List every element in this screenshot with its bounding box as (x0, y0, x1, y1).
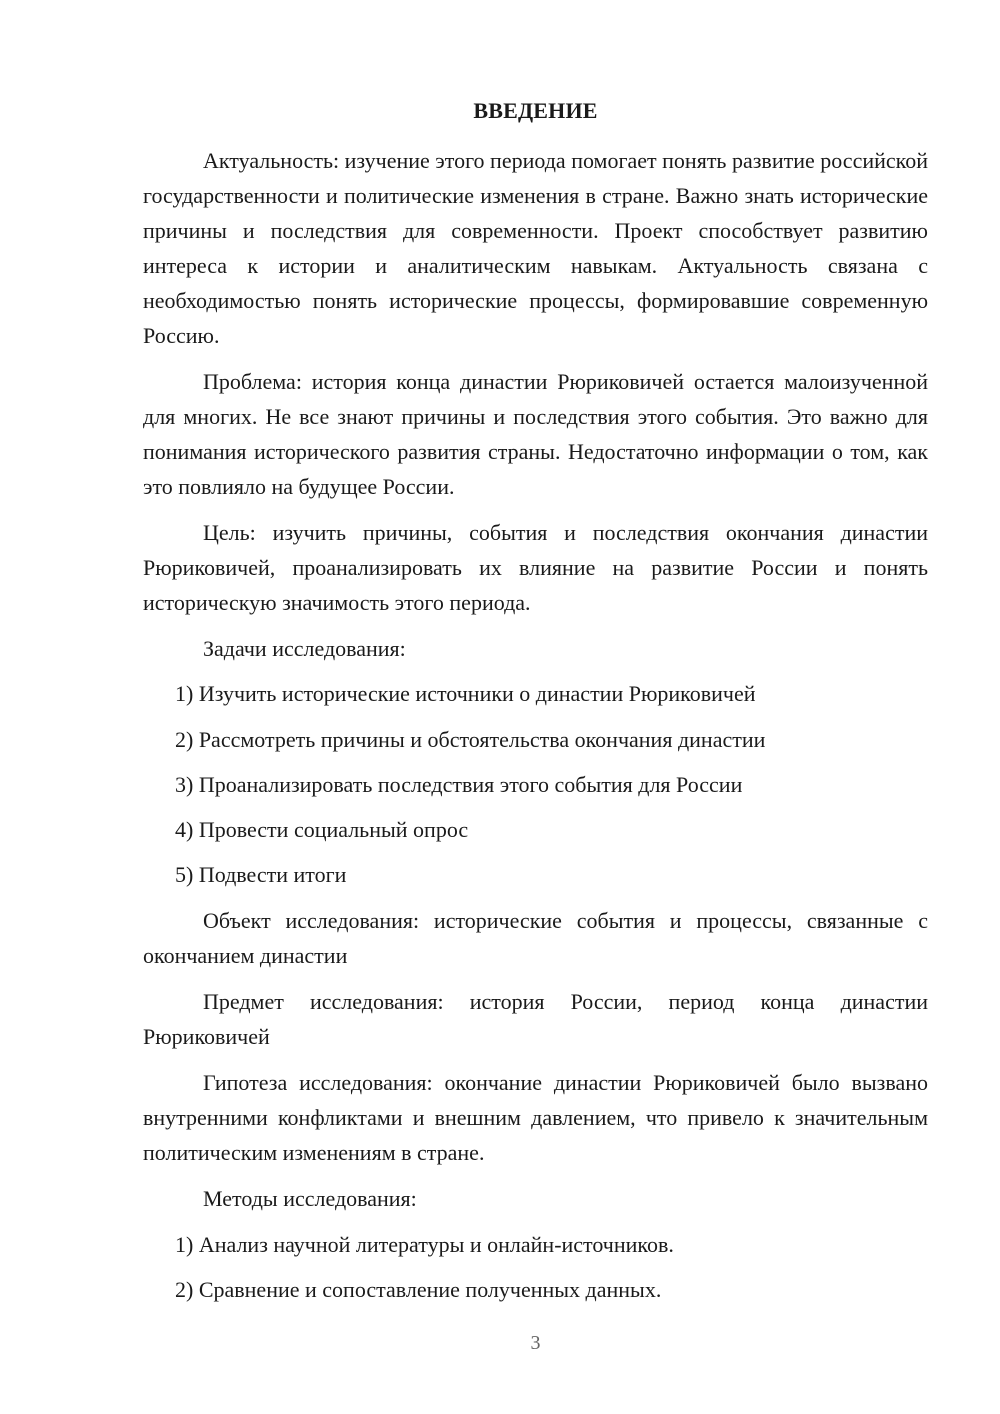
page-number: 3 (530, 1332, 541, 1354)
tasks-heading: Задачи исследования: (203, 636, 406, 661)
subject-paragraph: Предмет исследования: история России, период конца династии Рюриковичей (143, 989, 928, 1049)
task-item-2: 2) Рассмотреть причины и обстоятельства окончания династии (175, 727, 766, 752)
method-item-2: 2) Сравнение и сопоставление полученных данных. (175, 1277, 662, 1302)
object-paragraph: Объект исследования: исторические события и процессы, связанные с окончанием династии (143, 908, 928, 968)
hypothesis-paragraph: Гипотеза исследования: окончание династии Рюриковичей было вызвано внутренними конфликтами и внешним давлением, что привело к значительным политическим изменениям в стране. (143, 1070, 928, 1165)
methods-heading: Методы исследования: (203, 1186, 417, 1211)
task-item-4: 4) Провести социальный опрос (175, 817, 469, 842)
task-item-5: 5) Подвести итоги (175, 862, 347, 887)
problem-paragraph: Проблема: история конца династии Рюриковичей остается малоизученной для многих. Не все знают причины и последствия этого события. Это важно для понимания исторического развития страны. Недостаточно информации о том, как это повлияло на будущее России. (143, 369, 928, 499)
task-item-1: 1) Изучить исторические источники о династии Рюриковичей (175, 681, 756, 706)
method-item-1: 1) Анализ научной литературы и онлайн-источников. (175, 1232, 674, 1257)
task-item-3: 3) Проанализировать последствия этого события для России (175, 772, 743, 797)
page-title: ВВЕДЕНИЕ (473, 98, 598, 123)
goal-paragraph: Цель: изучить причины, события и последствия окончания династии Рюриковичей, проанализировать их влияние на развитие России и понять историческую значимость этого периода. (143, 520, 928, 615)
document-page (143, 0, 928, 1414)
relevance-paragraph: Актуальность: изучение этого периода помогает понять развитие российской государственности и политические изменения в стране. Важно знать исторические причины и последствия для современности. Проект способствует развитию интереса к истории и аналитическим навыкам. Актуальность связана с необходимостью понять исторические процессы, формировавшие современную Россию. (143, 148, 928, 348)
